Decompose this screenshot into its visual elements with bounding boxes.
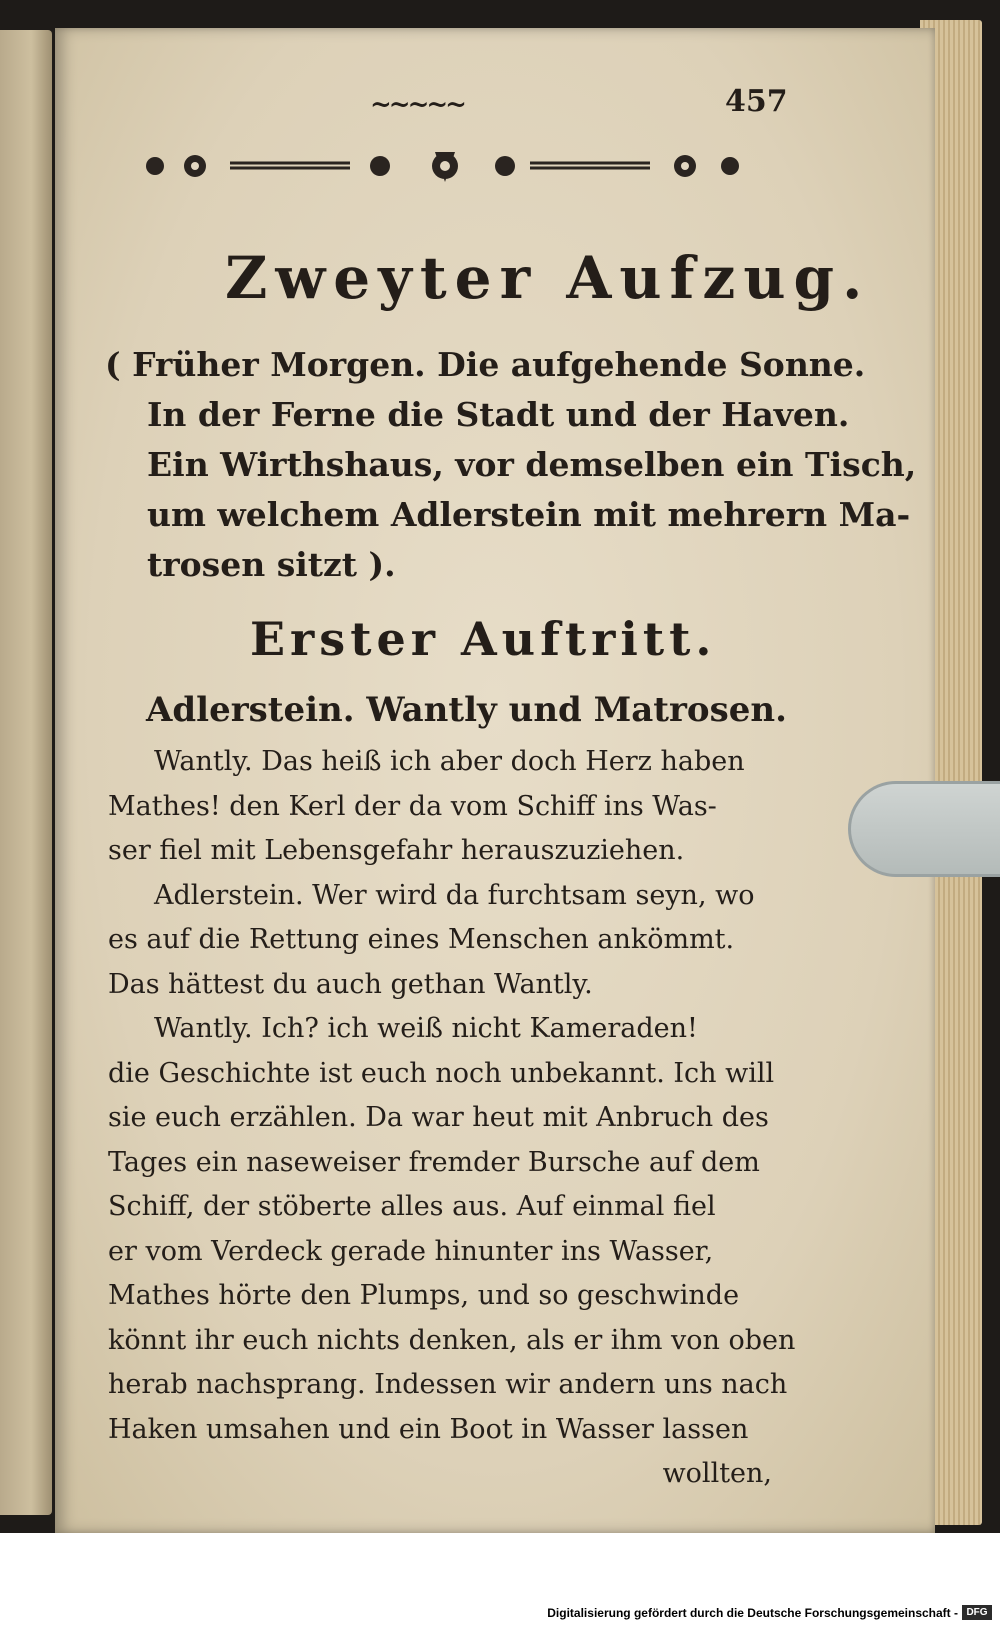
stage-direction-line: In der Ferne die Stadt und der Haven. bbox=[147, 395, 850, 434]
stage-direction-line: Ein Wirthshaus, vor demselben ein Tisch, bbox=[147, 445, 917, 484]
dfg-logo: DFG bbox=[962, 1605, 992, 1620]
text-line: Adlerstein. Wer wird da furchtsam seyn, wo bbox=[154, 879, 755, 911]
stage-direction-line: um welchem Adlerstein mit mehrern Ma- bbox=[147, 495, 911, 534]
stage-direction-line: trosen sitzt ). bbox=[147, 545, 396, 584]
text-line: Wantly. Ich? ich weiß nicht Kameraden! bbox=[154, 1013, 698, 1044]
text-line: herab nachsprang. Indessen wir andern uns nach bbox=[108, 1369, 788, 1400]
text-line: Mathes hörte den Plumps, und so geschwinde bbox=[108, 1280, 740, 1311]
text-line: die Geschichte ist euch noch unbekannt. Ich will bbox=[108, 1057, 775, 1089]
page-number: 457 bbox=[725, 84, 788, 119]
catchword: wollten, bbox=[662, 1458, 772, 1489]
text-line: es auf die Rettung eines Menschen ankömmt. bbox=[108, 924, 735, 955]
dialogue-text bbox=[108, 740, 798, 1497]
character-list: Adlerstein. Wantly und Matrosen. bbox=[146, 690, 787, 730]
text-line: ser fiel mit Lebensgefahr herauszuziehen. bbox=[108, 835, 685, 866]
funding-credit: Digitalisierung gefördert durch die Deutsche Forschungsgemeinschaft - bbox=[547, 1606, 958, 1620]
text-line: Haken umsahen und ein Boot in Wasser lassen bbox=[108, 1413, 749, 1445]
act-title: Zweyter Aufzug. bbox=[225, 244, 871, 312]
header-ornament: ~~~~~ bbox=[370, 90, 464, 120]
text-line: Schiff, der stöberte alles aus. Auf einmal fiel bbox=[108, 1191, 716, 1222]
text-line: Das hättest du auch gethan Wantly. bbox=[108, 968, 593, 1000]
stage-direction bbox=[105, 340, 917, 590]
decorative-border-ornament bbox=[135, 148, 755, 188]
text-line: könnt ihr euch nichts denken, als er ihm von oben bbox=[108, 1324, 796, 1356]
text-line: sie euch erzählen. Da war heut mit Anbruch des bbox=[108, 1102, 769, 1133]
left-page-edge bbox=[0, 30, 52, 1515]
scene-title: Erster Auftritt. bbox=[250, 612, 717, 666]
stage-direction-line: ( Früher Morgen. Die aufgehende Sonne. bbox=[105, 345, 866, 384]
text-line: Mathes! den Kerl der da vom Schiff ins Was- bbox=[108, 790, 717, 822]
text-line: Tages ein naseweiser fremder Bursche auf dem bbox=[108, 1146, 760, 1178]
text-line: er vom Verdeck gerade hinunter ins Wasser, bbox=[108, 1235, 714, 1267]
bookmark-clip bbox=[848, 781, 1000, 877]
text-line: Wantly. Das heiß ich aber doch Herz haben bbox=[154, 746, 745, 777]
footer-bar bbox=[0, 1533, 1000, 1626]
